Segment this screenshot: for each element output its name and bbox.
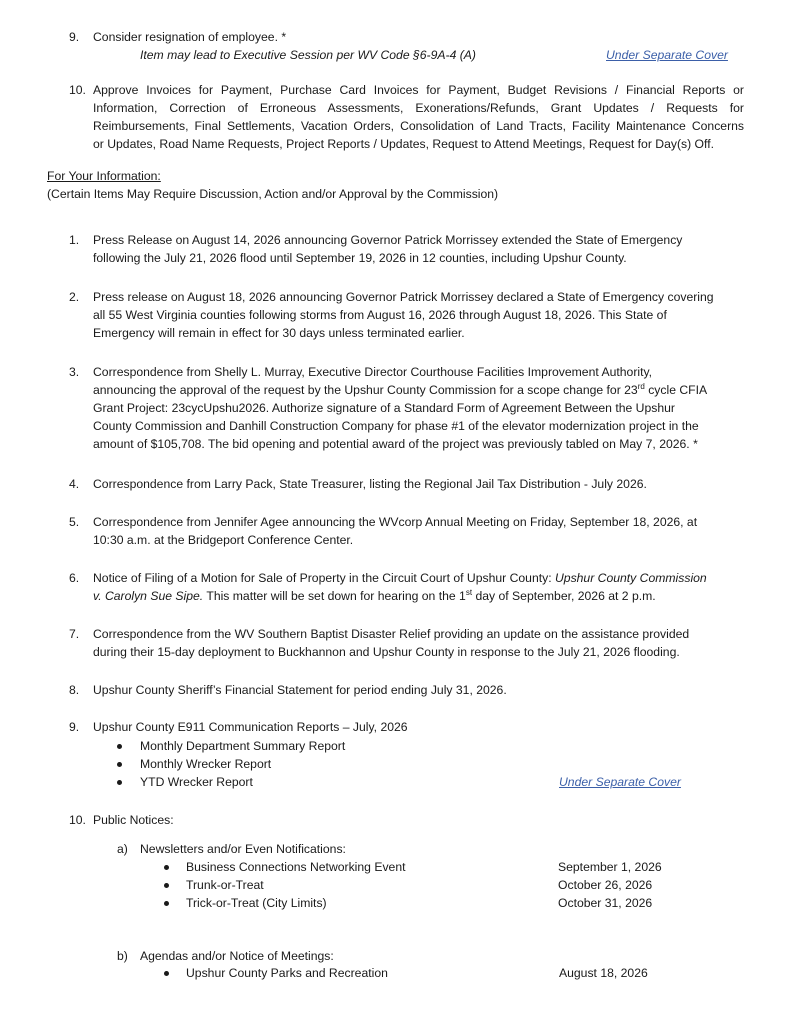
text-line: Reimbursements, Final Settlements, Vacation Orders, Consolidation of Land Tracts, Facility Maintenance Concerns [93, 119, 744, 133]
text-line: Correspondence from the WV Southern Baptist Disaster Relief providing an update on the assistance provided [93, 627, 690, 641]
fyi-heading: For Your Information: [47, 169, 161, 183]
text-line: all 55 West Virginia counties following storms from August 16, 2026 through August 18, 2026. This State of [93, 308, 667, 322]
text-segment: This matter will be set down for hearing on the 1 [203, 589, 466, 603]
item-body [93, 513, 748, 549]
item-number: 1. [69, 233, 80, 247]
text-line: amount of $105,708. The bid opening and potential award of the project was previously tabled on May 7, 2026. * [93, 437, 698, 451]
event-date: October 26, 2026 [558, 878, 653, 892]
text-line: County Commission and Danhill Construction Company for phase #1 of the elevator modernization project in the [93, 419, 699, 433]
text-line [93, 381, 748, 399]
text-line: Grant Project: 23cycUpshu2026. Authorize signature of a Standard Form of Agreement Between the Upshur [93, 401, 675, 415]
item-number: 4. [69, 477, 80, 491]
bullet-icon [164, 883, 169, 888]
bullet-icon [164, 901, 169, 906]
item-number: 9. [69, 720, 80, 734]
subitem-label: b) [117, 949, 128, 963]
item-body [93, 569, 748, 605]
ordinal-suffix: st [465, 588, 473, 597]
bullet-icon [117, 744, 122, 749]
item-number: 8. [69, 683, 80, 697]
item-number: 3. [69, 365, 80, 379]
item-number: 2. [69, 290, 80, 304]
item-number: 6. [69, 571, 80, 585]
item-number: 9. [69, 30, 80, 44]
case-name: v. Carolyn Sue Sipe. [93, 589, 204, 603]
item-body [93, 288, 748, 342]
item-body [93, 231, 748, 267]
bullet-icon [117, 780, 122, 785]
subitem-heading: Agendas and/or Notice of Meetings: [140, 949, 334, 963]
text-line: Correspondence from Shelly L. Murray, Executive Director Courthouse Facilities Improvement Authority, [93, 365, 653, 379]
meeting-name: Upshur County Parks and Recreation [186, 966, 388, 980]
item-number: 10. [69, 83, 86, 97]
text-line: Emergency will remain in effect for 30 days unless terminated earlier. [93, 326, 465, 340]
text-segment: day of September, 2026 at 2 p.m. [472, 589, 656, 603]
text-line: Approve Invoices for Payment, Purchase Card Invoices for Payment, Budget Revisions / Financial Reports or [93, 83, 744, 97]
item-text: Correspondence from Larry Pack, State Treasurer, listing the Regional Jail Tax Distribution - July 2026. [93, 477, 647, 491]
subitem-heading: Newsletters and/or Even Notifications: [140, 842, 346, 856]
text-segment: announcing the approval of the request by the Upshur County Commission for a scope change for 23 [93, 383, 638, 397]
item-number: 5. [69, 515, 80, 529]
fyi-subheading: (Certain Items May Require Discussion, Action and/or Approval by the Commission) [47, 187, 499, 201]
item-body [93, 625, 748, 661]
text-line: Press release on August 18, 2026 announcing Governor Patrick Morrissey declared a State of Emergency covering [93, 290, 714, 304]
item-10-text [93, 81, 744, 153]
text-segment: cycle CFIA [644, 383, 708, 397]
item-body [93, 363, 748, 453]
text-line: during their 15-day deployment to Buckhannon and Upshur County in response to the July 21, 2026 flooding. [93, 645, 680, 659]
text-line [93, 569, 748, 587]
under-separate-cover-link[interactable]: Under Separate Cover [606, 48, 728, 62]
event-name: Trunk-or-Treat [186, 878, 264, 892]
meeting-date: August 18, 2026 [559, 966, 648, 980]
event-date: September 1, 2026 [558, 860, 662, 874]
bullet-icon [117, 762, 122, 767]
text-line: 10:30 a.m. at the Bridgeport Conference Center. [93, 533, 354, 547]
bullet-icon [164, 971, 169, 976]
under-separate-cover-link[interactable]: Under Separate Cover [559, 775, 681, 789]
text-line: Correspondence from Jennifer Agee announcing the WVcorp Annual Meeting on Friday, September 18, 2026, at [93, 515, 698, 529]
event-date: October 31, 2026 [558, 896, 653, 910]
text-line: Press Release on August 14, 2026 announcing Governor Patrick Morrissey extended the State of Emergency [93, 233, 683, 247]
item-text: Public Notices: [93, 813, 174, 827]
text-segment: Notice of Filing of a Motion for Sale of Property in the Circuit Court of Upshur County: [93, 571, 555, 585]
executive-session-note: Item may lead to Executive Session per WV Code §6-9A-4 (A) [140, 48, 476, 62]
bullet-text: Monthly Department Summary Report [140, 739, 346, 753]
bullet-text: Monthly Wrecker Report [140, 757, 272, 771]
item-text: Upshur County E911 Communication Reports – July, 2026 [93, 720, 408, 734]
item-number: 7. [69, 627, 80, 641]
ordinal-suffix: rd [637, 382, 645, 391]
text-line: or Updates, Road Name Requests, Project Reports / Updates, Request to Attend Meetings, Request for Day(s) Off. [93, 137, 714, 151]
item-text: Consider resignation of employee. * [93, 30, 287, 44]
case-name: Upshur County Commission [554, 571, 707, 585]
item-number: 10. [69, 813, 86, 827]
text-line: following the July 21, 2026 flood until September 19, 2026 in 12 counties, including Upshur County. [93, 251, 627, 265]
bullet-text: YTD Wrecker Report [140, 775, 253, 789]
item-text: Upshur County Sheriff’s Financial Statement for period ending July 31, 2026. [93, 683, 507, 697]
event-name: Business Connections Networking Event [186, 860, 406, 874]
subitem-label: a) [117, 842, 128, 856]
text-line [93, 587, 748, 605]
text-line: Information, Correction of Erroneous Assessments, Exonerations/Refunds, Grant Updates / Requests for [93, 101, 744, 115]
event-name: Trick-or-Treat (City Limits) [186, 896, 327, 910]
bullet-icon [164, 865, 169, 870]
